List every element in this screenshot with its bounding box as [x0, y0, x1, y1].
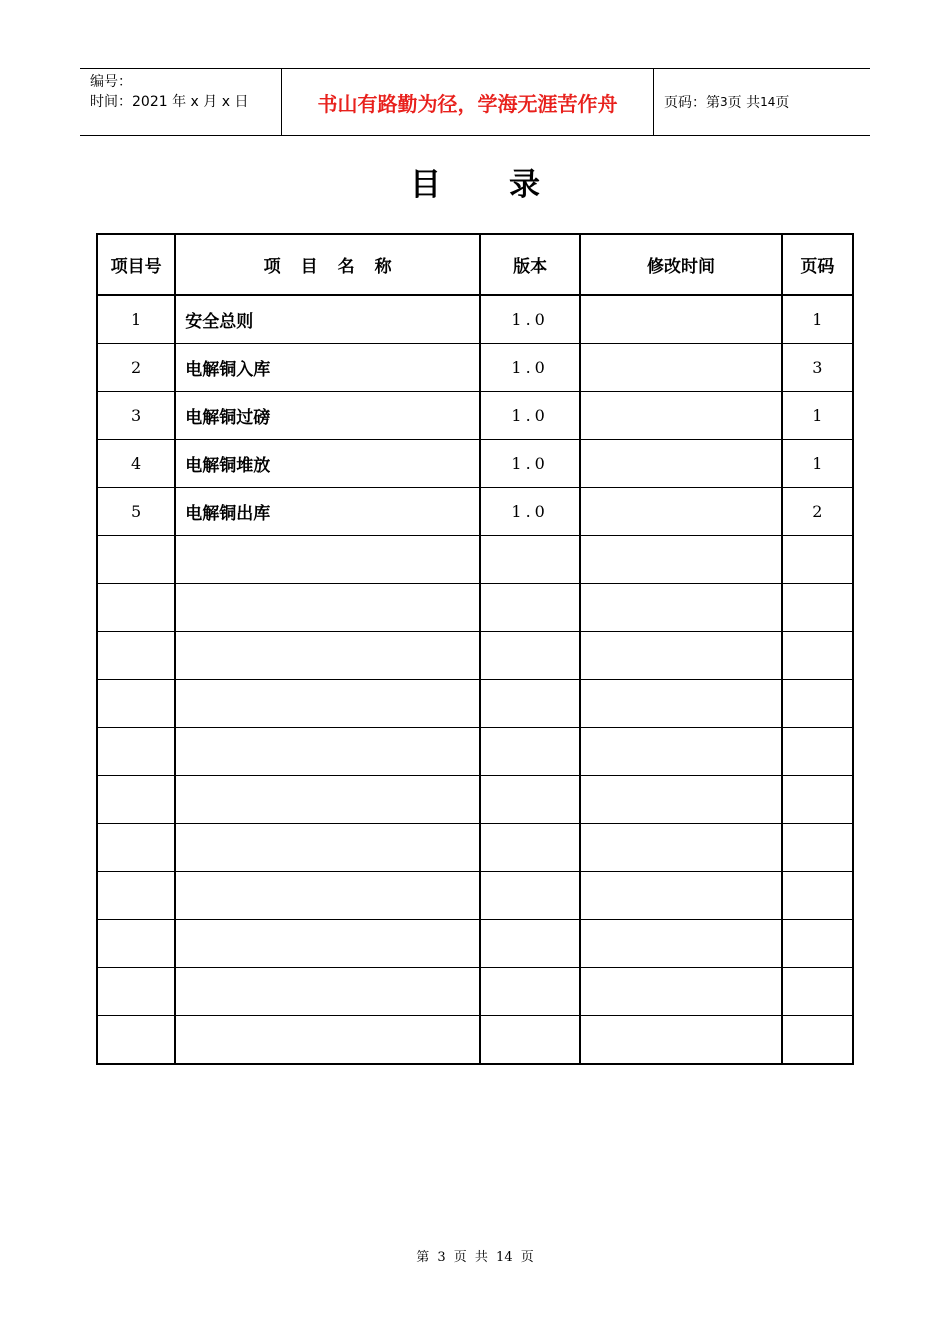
- table-row: [97, 536, 853, 584]
- cell-version: 1.0: [480, 488, 580, 536]
- cell-page: [782, 680, 853, 728]
- cell-item-name: [175, 920, 480, 968]
- cell-item-name: [175, 728, 480, 776]
- header-page: 页码: [782, 234, 853, 295]
- page-title: 目录: [410, 167, 608, 203]
- cell-modified-time: [580, 1016, 782, 1065]
- cell-version: [480, 968, 580, 1016]
- cell-version: [480, 536, 580, 584]
- document-time-label: 时间：2021 年 x 月 x 日: [90, 94, 249, 110]
- cell-item-no: [97, 920, 175, 968]
- header-item-name: 项目名称: [175, 234, 480, 295]
- table-row: [97, 344, 853, 392]
- cell-item-name: 电解铜出库: [175, 488, 480, 536]
- table-header-row: [97, 234, 853, 295]
- cell-version: [480, 872, 580, 920]
- cell-item-name: 电解铜入库: [175, 344, 480, 392]
- cell-page: [782, 920, 853, 968]
- cell-page: [782, 536, 853, 584]
- table-row: [97, 440, 853, 488]
- table-row: [97, 872, 853, 920]
- header-meta: [80, 69, 281, 135]
- table-row: [97, 824, 853, 872]
- cell-item-no: [97, 728, 175, 776]
- cell-modified-time: [580, 344, 782, 392]
- cell-modified-time: [580, 536, 782, 584]
- page-header: [80, 68, 870, 136]
- cell-modified-time: [580, 872, 782, 920]
- page-suffix: 页: [775, 95, 790, 111]
- cell-version: 1.0: [480, 295, 580, 344]
- cell-page: 3: [782, 344, 853, 392]
- cell-item-no: [97, 632, 175, 680]
- header-item-no: 项目号: [97, 234, 175, 295]
- table-row: [97, 776, 853, 824]
- page-footer: 第 3 页 共 14 页: [416, 1250, 534, 1265]
- cell-page: [782, 584, 853, 632]
- table-row: [97, 295, 853, 344]
- cell-modified-time: [580, 584, 782, 632]
- cell-item-name: 安全总则: [175, 295, 480, 344]
- cell-page: [782, 632, 853, 680]
- cell-item-name: [175, 968, 480, 1016]
- cell-page: 1: [782, 295, 853, 344]
- cell-modified-time: [580, 392, 782, 440]
- cell-page: [782, 872, 853, 920]
- cell-page: [782, 824, 853, 872]
- page-total: 14: [760, 95, 776, 109]
- cell-version: [480, 728, 580, 776]
- table-row: [97, 680, 853, 728]
- cell-item-no: 3: [97, 392, 175, 440]
- document-number-label: 编号：: [90, 74, 132, 90]
- cell-modified-time: [580, 776, 782, 824]
- cell-modified-time: [580, 440, 782, 488]
- cell-item-name: [175, 1016, 480, 1065]
- table-row: [97, 584, 853, 632]
- table-row: [97, 728, 853, 776]
- cell-page: 2: [782, 488, 853, 536]
- cell-item-name: [175, 536, 480, 584]
- cell-modified-time: [580, 295, 782, 344]
- cell-item-name: [175, 680, 480, 728]
- header-page-info: [654, 69, 870, 135]
- cell-item-no: 5: [97, 488, 175, 536]
- cell-item-name: 电解铜堆放: [175, 440, 480, 488]
- cell-item-name: [175, 872, 480, 920]
- table-row: [97, 968, 853, 1016]
- cell-version: 1.0: [480, 344, 580, 392]
- cell-page: [782, 968, 853, 1016]
- cell-version: [480, 776, 580, 824]
- page-prefix: 页码：第: [664, 95, 720, 111]
- table-body: [97, 295, 853, 1064]
- cell-version: [480, 632, 580, 680]
- header-motto: 书山有路勤为径，学海无涯苦作舟: [317, 91, 618, 116]
- cell-item-no: 1: [97, 295, 175, 344]
- table-row: [97, 1016, 853, 1065]
- cell-modified-time: [580, 488, 782, 536]
- cell-version: [480, 680, 580, 728]
- cell-item-name: [175, 776, 480, 824]
- cell-version: [480, 1016, 580, 1065]
- cell-modified-time: [580, 728, 782, 776]
- header-motto-cell: [281, 69, 654, 135]
- cell-modified-time: [580, 824, 782, 872]
- cell-item-no: [97, 776, 175, 824]
- cell-item-no: 2: [97, 344, 175, 392]
- table-row: [97, 920, 853, 968]
- cell-page: [782, 728, 853, 776]
- page-mid: 页 共: [727, 95, 761, 111]
- table-row: [97, 392, 853, 440]
- cell-page: [782, 776, 853, 824]
- header-version: 版本: [480, 234, 580, 295]
- cell-version: [480, 824, 580, 872]
- cell-item-no: 4: [97, 440, 175, 488]
- cell-item-name: [175, 584, 480, 632]
- cell-version: [480, 920, 580, 968]
- cell-item-no: [97, 680, 175, 728]
- cell-item-no: [97, 872, 175, 920]
- table-row: [97, 488, 853, 536]
- cell-version: 1.0: [480, 392, 580, 440]
- cell-item-name: 电解铜过磅: [175, 392, 480, 440]
- cell-item-no: [97, 536, 175, 584]
- cell-page: 1: [782, 392, 853, 440]
- contents-table: [96, 233, 854, 1065]
- cell-item-no: [97, 968, 175, 1016]
- cell-modified-time: [580, 968, 782, 1016]
- header-modified-time: 修改时间: [580, 234, 782, 295]
- cell-item-name: [175, 824, 480, 872]
- cell-modified-time: [580, 680, 782, 728]
- cell-item-no: [97, 584, 175, 632]
- cell-page: [782, 1016, 853, 1065]
- cell-item-no: [97, 1016, 175, 1065]
- page-current: 3: [720, 95, 728, 109]
- cell-version: 1.0: [480, 440, 580, 488]
- cell-item-name: [175, 632, 480, 680]
- cell-modified-time: [580, 920, 782, 968]
- table-row: [97, 632, 853, 680]
- cell-item-no: [97, 824, 175, 872]
- cell-modified-time: [580, 632, 782, 680]
- cell-page: 1: [782, 440, 853, 488]
- cell-version: [480, 584, 580, 632]
